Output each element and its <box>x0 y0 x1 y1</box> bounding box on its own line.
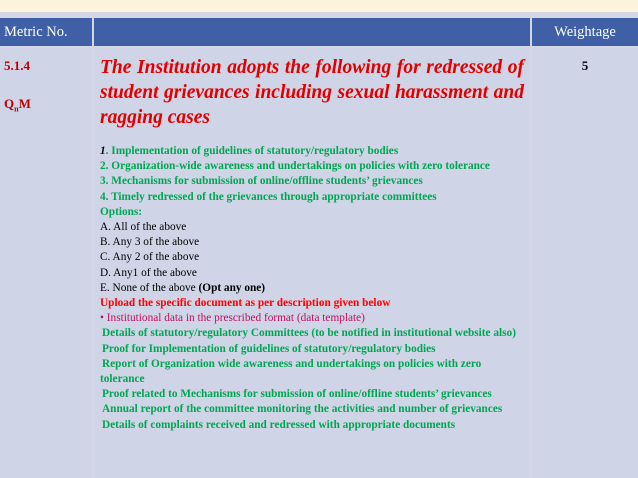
option-b: B. Any 3 of the above <box>100 236 200 249</box>
item-4: 4. Timely redressed of the grievances through appropriate committees <box>100 190 437 203</box>
header-weightage: Weightage <box>532 18 638 46</box>
document-item: Proof related to Mechanisms for submission of online/offline students’ grievances <box>102 388 492 401</box>
metric-description-cell <box>94 48 530 478</box>
option-e: E. None of the above (Opt any one) <box>100 281 266 294</box>
data-template-line: • Institutional data in the prescribed format (data template) <box>100 312 365 325</box>
option-a: A. All of the above <box>100 221 187 234</box>
weightage-cell <box>532 48 638 478</box>
header-description <box>94 18 530 46</box>
document-item: Report of Organization wide awareness and undertakings on policies with zero tolerance <box>100 357 482 386</box>
document-item: Details of statutory/regulatory Committees (to be notified in institutional website also) <box>102 327 516 340</box>
metric-number: 5.1.4 <box>4 58 30 73</box>
header-metric-no: Metric No. <box>0 18 92 46</box>
item-1: 1. Implementation of guidelines of statutory/regulatory bodies <box>100 145 399 157</box>
options-label: Options: <box>100 205 143 218</box>
metric-type: $Q_nM$ <box>4 96 31 114</box>
option-d: D. Any1 of the above <box>100 266 197 279</box>
weightage-value: 5 <box>581 58 589 73</box>
document-item: Proof for Implementation of guidelines of statutory/regulatory bodies <box>102 342 436 355</box>
option-c: C. Any 2 of the above <box>100 251 200 264</box>
metric-details <box>100 144 524 433</box>
item-3: 3. Mechanisms for submission of online/offline students’ grievances <box>100 175 423 188</box>
metric-title: The Institution adopts the following for redressed of student grievances including sexual harassment and ragging cases <box>100 57 524 128</box>
metric-cell <box>0 48 92 478</box>
item-2: 2. Organization-wide awareness and undertakings on policies with zero tolerance <box>100 160 490 173</box>
document-item-cut: Details of complaints received and redressed with appropriate documents <box>102 418 456 431</box>
upload-heading: Upload the specific document as per description given below <box>100 297 391 310</box>
document-item: Annual report of the committee monitoring the activities and number of grievances <box>102 403 503 416</box>
